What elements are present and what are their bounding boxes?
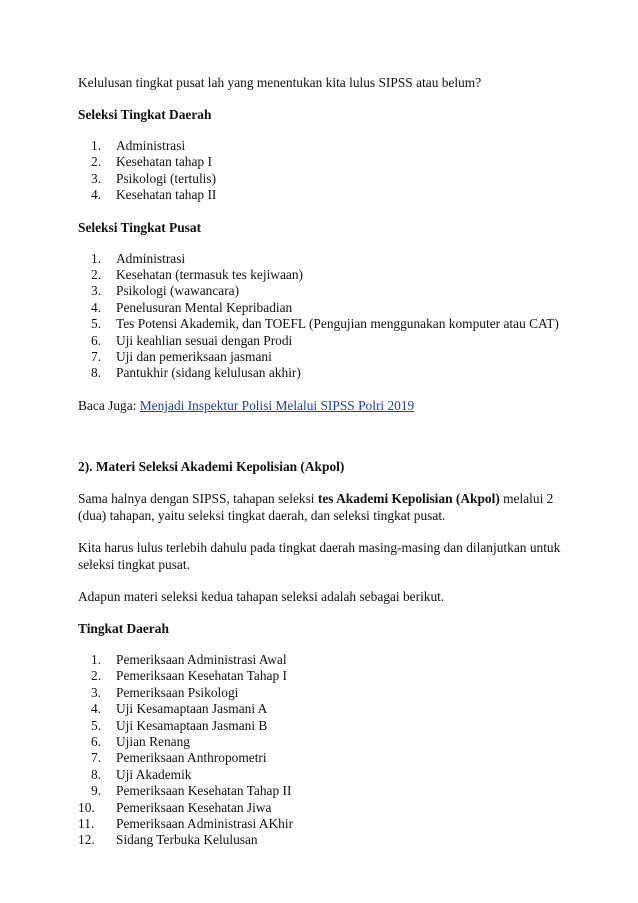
list-seleksi-daerah xyxy=(78,138,568,204)
list-item: 3. Psikologi (tertulis) xyxy=(91,170,217,186)
list-item: 10. Pemeriksaan Kesehatan Jiwa xyxy=(78,799,272,815)
list-item: 3. Psikologi (wawancara) xyxy=(91,283,240,299)
list-item: 1. Administrasi xyxy=(91,250,186,266)
list-item: 2. Kesehatan tahap I xyxy=(91,154,212,170)
list-item: 8. Uji Akademik xyxy=(91,766,192,782)
heading-seleksi-daerah: Seleksi Tingkat Daerah xyxy=(78,107,212,122)
list-item: 1. Administrasi xyxy=(91,138,186,153)
list-item: 6. Ujian Renang xyxy=(91,733,191,749)
heading-tingkat-daerah: Tingkat Daerah xyxy=(78,620,169,636)
list-item: 7. Uji dan pemeriksaan jasmani xyxy=(91,349,272,365)
baca-juga-label: Baca Juga: xyxy=(78,397,140,413)
list-item: 9. Pemeriksaan Kesehatan Tahap II xyxy=(91,783,292,799)
list-item: 4. Uji Kesamaptaan Jasmani A xyxy=(91,701,268,717)
list-item: 11. Pemeriksaan Administrasi AKhir xyxy=(78,815,294,831)
list-item: 7. Pemeriksaan Anthropometri xyxy=(91,750,267,766)
akpol-paragraph-3: Adapun materi seleksi kedua tahapan seleksi adalah sebagai berikut. xyxy=(78,588,445,604)
list-item: 4. Penelusuran Mental Kepribadian xyxy=(91,299,293,315)
list-item: 5. Uji Kesamaptaan Jasmani B xyxy=(91,717,268,733)
akpol-paragraph-2: Kita harus lulus terlebih dahulu pada tingkat daerah masing-masing dan dilanjutkan untuk seleksi tingkat pusat. xyxy=(78,539,561,572)
heading-seleksi-pusat: Seleksi Tingkat Pusat xyxy=(78,219,202,235)
akpol-paragraph-1: Sama halnya dengan SIPSS, tahapan seleksi tes Akademi Kepolisian (Akpol) melalui 2 (dua) tahapan, yaitu seleksi tingkat daerah, dan seleksi tingkat pusat. xyxy=(78,490,554,523)
heading-akpol: 2). Materi Seleksi Akademi Kepolisian (Akpol) xyxy=(78,458,345,474)
list-tingkat-daerah xyxy=(78,652,568,849)
baca-juga xyxy=(78,397,568,414)
akpol-bold-term: tes Akademi Kepolisian (Akpol) xyxy=(317,490,500,506)
list-seleksi-pusat xyxy=(78,251,568,382)
list-item: 3. Pemeriksaan Psikologi xyxy=(91,684,239,700)
list-item: 12. Sidang Terbuka Kelulusan xyxy=(78,832,258,848)
document-page xyxy=(78,74,568,849)
list-item: 1. Pemeriksaan Administrasi Awal xyxy=(91,651,287,667)
intro-paragraph: Kelulusan tingkat pusat lah yang menentukan kita lulus SIPSS atau belum? xyxy=(78,75,482,90)
list-item: 8. Pantukhir (sidang kelulusan akhir) xyxy=(91,365,301,381)
list-item: 2. Pemeriksaan Kesehatan Tahap I xyxy=(91,668,287,684)
list-item: 6. Uji keahlian sesuai dengan Prodi xyxy=(91,332,293,348)
list-item: 5. Tes Potensi Akademik, dan TOEFL (Pengujian menggunakan komputer atau CAT) xyxy=(91,316,559,332)
list-item: 4. Kesehatan tahap II xyxy=(91,187,217,203)
list-item: 2. Kesehatan (termasuk tes kejiwaan) xyxy=(91,267,304,283)
baca-juga-link[interactable]: Menjadi Inspektur Polisi Melalui SIPSS Polri 2019 xyxy=(139,397,415,413)
